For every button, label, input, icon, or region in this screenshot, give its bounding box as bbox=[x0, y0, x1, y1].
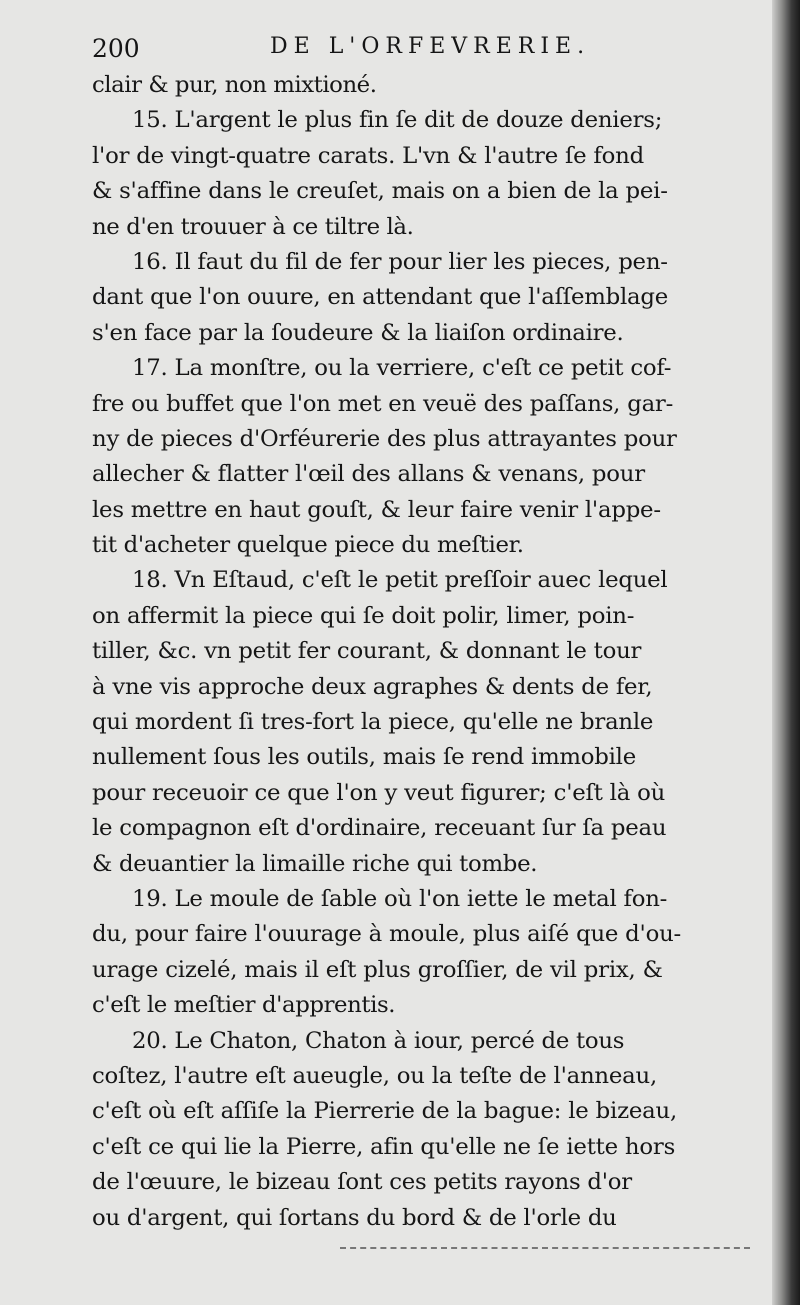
text-line: de l'œuure, le bizeau ſont ces petits rayons d'or bbox=[92, 1169, 632, 1196]
text-line: qui mordent ſi tres-fort la piece, qu'elle ne branle bbox=[92, 709, 654, 736]
text-line: les mettre en haut gouſt, & leur faire venir l'appe- bbox=[92, 496, 661, 523]
text-line: 16. Il faut du fil de fer pour lier les pieces, pen- bbox=[132, 248, 668, 275]
text-line: du, pour faire l'ouurage à moule, plus aiſé que d'ou- bbox=[92, 921, 682, 948]
text-line: on affermit la piece qui ſe doit polir, limer, poin- bbox=[92, 602, 635, 629]
text-line: 19. Le moule de ſable où l'on iette le metal fon- bbox=[132, 885, 668, 912]
text-line: ne d'en trouuer à ce tiltre là. bbox=[92, 213, 414, 240]
text-line: & s'affine dans le creuſet, mais on a bien de la pei- bbox=[92, 178, 668, 205]
text-line: ny de pieces d'Orféurerie des plus attrayantes pour bbox=[92, 425, 677, 452]
text-line: tit d'acheter quelque piece du meſtier. bbox=[92, 532, 524, 559]
text-line: tiller, &c. vn petit fer courant, & donnant le tour bbox=[92, 638, 642, 665]
text-line: urage cizelé, mais il eſt plus groſſier, de vil prix, & bbox=[92, 956, 663, 983]
text-line: nullement ſous les outils, mais ſe rend immobile bbox=[92, 744, 636, 771]
text-line: clair & pur, non mixtioné. bbox=[92, 72, 377, 98]
page-number: 200 bbox=[92, 34, 140, 63]
text-line: c'eſt ce qui lie la Pierre, afin qu'elle ne ſe iette hors bbox=[92, 1133, 676, 1160]
text-line: c'eſt où eſt aſſiſe la Pierrerie de la bague: le bizeau, bbox=[92, 1098, 678, 1125]
page-header bbox=[92, 30, 752, 70]
text-line: & deuantier la limaille riche qui tombe. bbox=[92, 850, 538, 877]
text-line: 17. La monſtre, ou la verriere, c'eſt ce petit cof- bbox=[132, 355, 672, 382]
text-line: ou d'argent, qui ſortans du bord & de l'orle du bbox=[92, 1204, 617, 1231]
text-line: s'en face par la ſoudeure & la liaiſon ordinaire. bbox=[92, 319, 624, 346]
text-line: à vne vis approche deux agraphes & dents de fer, bbox=[92, 673, 653, 700]
bottom-ornament-rule bbox=[340, 1247, 750, 1249]
binding-gutter bbox=[772, 0, 800, 1305]
text-line: le compagnon eſt d'ordinaire, receuant ſur ſa peau bbox=[92, 815, 667, 842]
text-line: dant que l'on ouure, en attendant que l'aſſemblage bbox=[92, 284, 668, 311]
text-line: coſtez, l'autre eſt aueugle, ou la teſte de l'anneau, bbox=[92, 1062, 657, 1089]
text-line: allecher & flatter l'œil des allans & venans, pour bbox=[92, 461, 645, 488]
text-line: 18. Vn Eſtaud, c'eſt le petit preſſoir auec lequel bbox=[132, 567, 668, 594]
text-line: c'eſt le meſtier d'apprentis. bbox=[92, 992, 396, 1019]
text-line: l'or de vingt-quatre carats. L'vn & l'autre ſe fond bbox=[92, 142, 644, 169]
text-line: fre ou buffet que l'on met en veuë des paſſans, gar- bbox=[92, 390, 674, 417]
body-text bbox=[92, 68, 764, 1236]
text-line: 20. Le Chaton, Chaton à iour, percé de tous bbox=[132, 1027, 625, 1054]
text-line: 15. L'argent le plus fin ſe dit de douze deniers; bbox=[132, 107, 663, 134]
text-line: pour receuoir ce que l'on y veut figurer; c'eſt là où bbox=[92, 779, 666, 806]
running-head: DE L'ORFEVRERIE. bbox=[270, 34, 591, 59]
